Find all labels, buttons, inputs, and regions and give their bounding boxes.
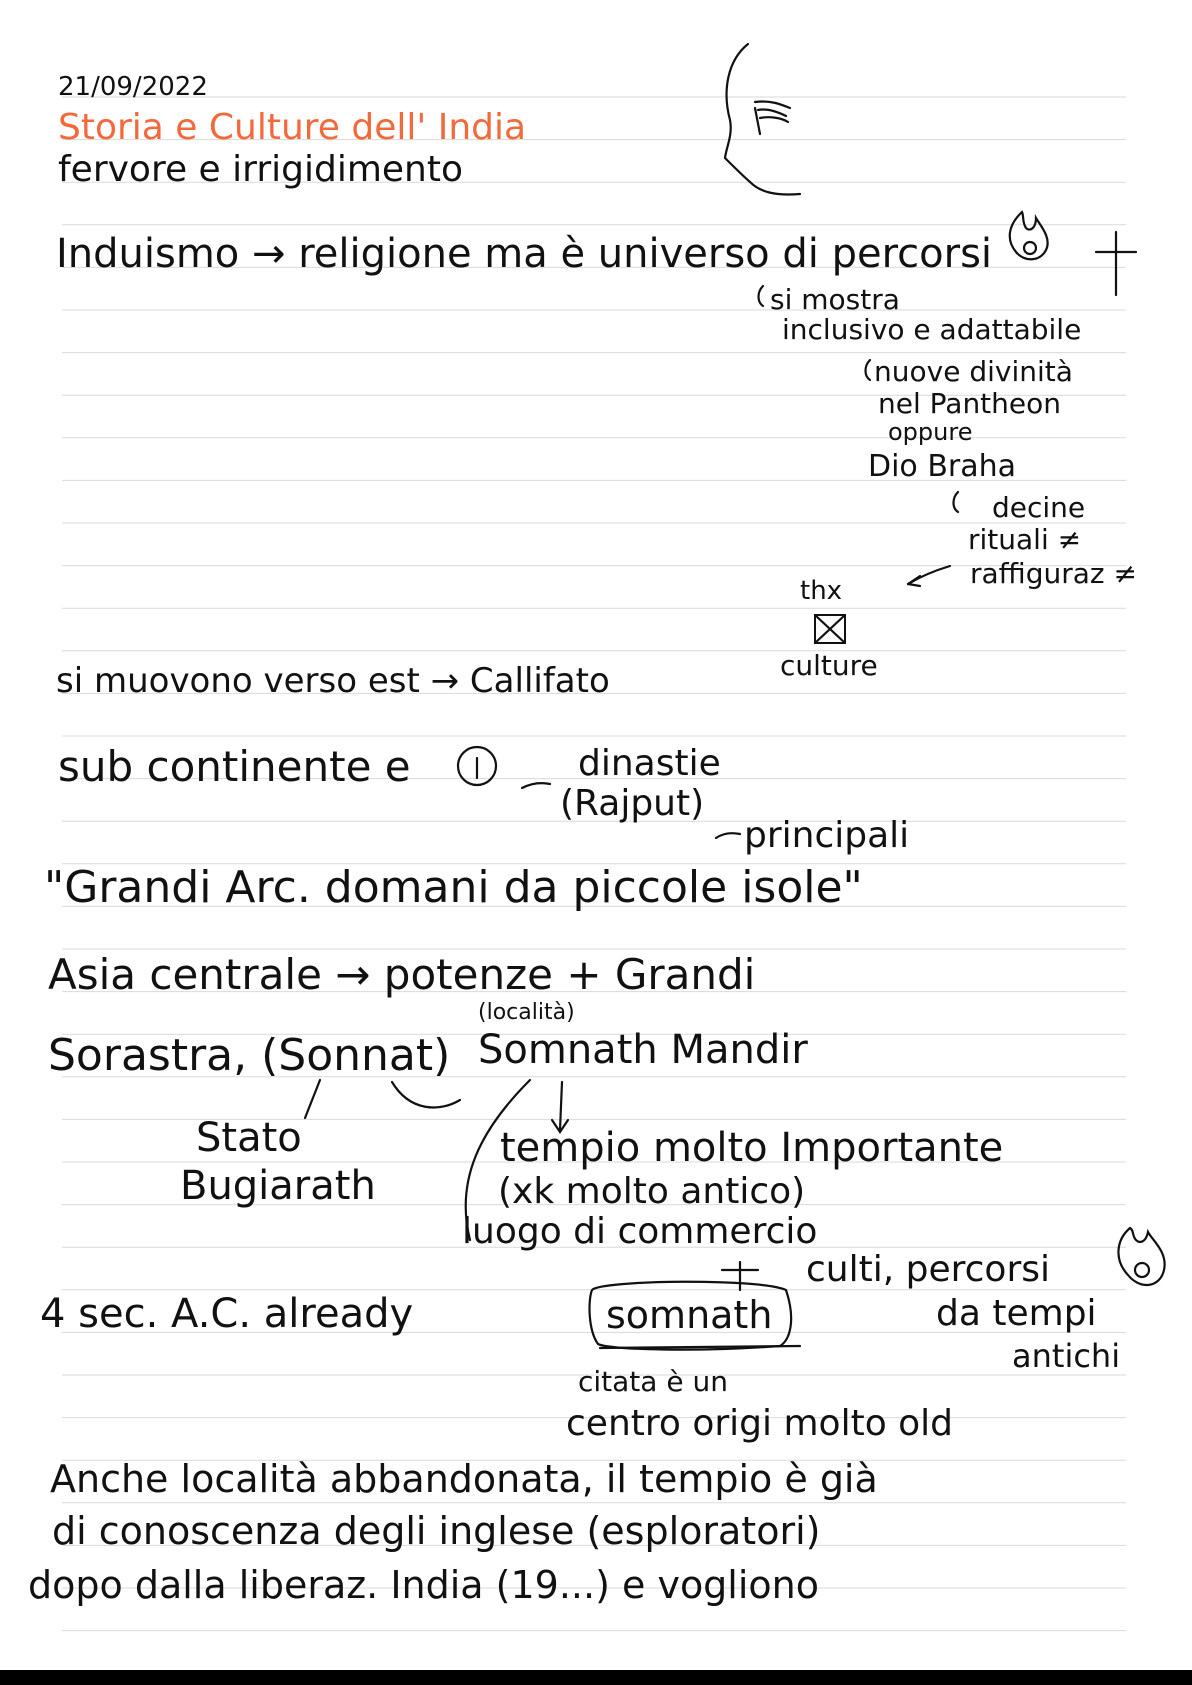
- note-quote: "Grandi Arc. domani da piccole isole": [44, 862, 863, 913]
- note-inclusivo: inclusivo e adattabile: [782, 313, 1082, 346]
- note-anche-2: di conoscenza degli inglese (esploratori): [52, 1509, 821, 1553]
- note-thx: thx: [800, 576, 843, 606]
- note-si-muovono: si muovono verso est → Callifato: [56, 661, 610, 701]
- face-sketch: [725, 44, 800, 195]
- note-principali: principali: [744, 815, 910, 856]
- course-title: Storia e Culture dell' India: [58, 107, 527, 148]
- note-somnath-mandir: Somnath Mandir: [478, 1027, 808, 1073]
- note-centro: centro origi molto old: [566, 1403, 954, 1444]
- note-dio-brahma: Dio Braha: [868, 449, 1017, 484]
- note-anche-1: Anche località abbandonata, il tempio è già: [50, 1457, 878, 1501]
- note-tempio: tempio molto Importante: [500, 1125, 1004, 1171]
- note-anche-3: dopo dalla liberaz. India (19...) e vogliono: [28, 1563, 820, 1607]
- note-date: 21/09/2022: [58, 72, 208, 102]
- note-nuove-divinita: nuove divinità: [874, 355, 1073, 388]
- note-citata: citata è un: [578, 1365, 728, 1398]
- note-luogo-commercio: luogo di commercio: [462, 1211, 818, 1252]
- note-xk-antico: (xk molto antico): [498, 1171, 806, 1212]
- lecture-subtitle: fervore e irrigidimento: [58, 149, 463, 190]
- note-raffiguraz: raffiguraz ≠: [970, 557, 1137, 590]
- note-oppure: oppure: [888, 418, 973, 446]
- note-stato: Stato: [196, 1115, 302, 1161]
- note-culti-percorsi: culti, percorsi: [806, 1249, 1051, 1290]
- note-nel-pantheon: nel Pantheon: [878, 387, 1062, 420]
- note-sec-already: 4 sec. A.C. already: [40, 1291, 414, 1337]
- note-bugiarath: Bugiarath: [180, 1163, 376, 1209]
- note-dinastie: dinastie: [578, 743, 721, 784]
- note-somnath-box: somnath: [606, 1293, 773, 1337]
- note-rajput: (Rajput): [560, 783, 705, 824]
- fire-icon: [1010, 212, 1048, 259]
- note-antichi: antichi: [1012, 1337, 1121, 1375]
- note-induismo: Induismo → religione ma è universo di percorsi: [56, 231, 993, 277]
- note-localita: (località): [478, 1000, 575, 1025]
- note-rituali: rituali ≠: [968, 523, 1082, 556]
- note-sorastra: Sorastra, (Sonnat): [48, 1030, 451, 1081]
- note-da-tempi: da tempi: [936, 1293, 1097, 1334]
- note-sub-continente: sub continente e: [58, 742, 411, 791]
- note-decine: decine: [992, 491, 1086, 524]
- note-si-mostra: si mostra: [770, 283, 900, 316]
- bottom-bar: [0, 1670, 1192, 1685]
- note-culture: culture: [780, 649, 878, 682]
- note-asia-centrale: Asia centrale → potenze + Grandi: [48, 950, 756, 999]
